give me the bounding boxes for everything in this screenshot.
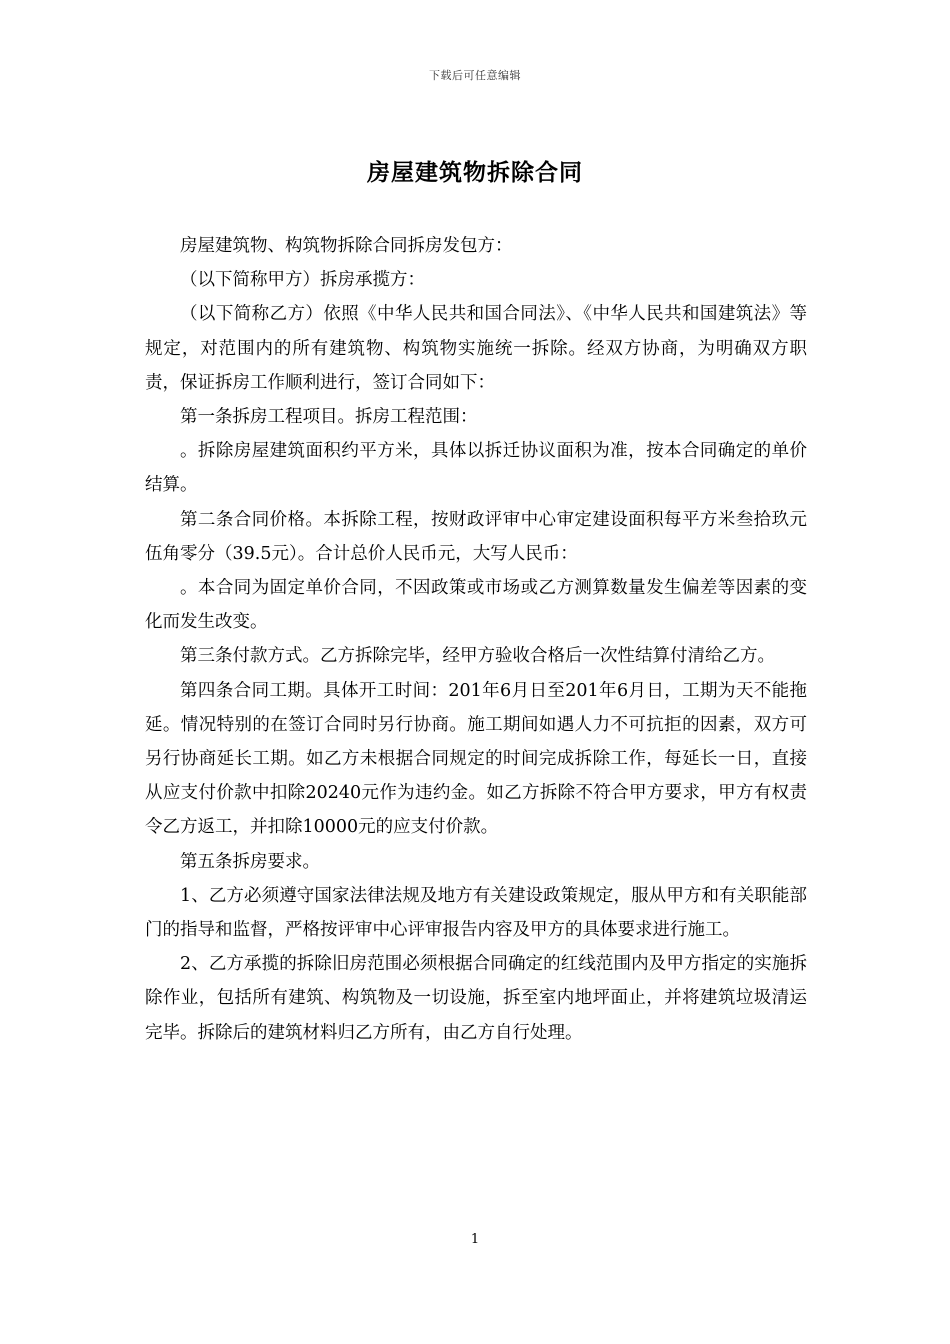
paragraph: 。本合同为固定单价合同，不因政策或市场或乙方测算数量发生偏差等因素的变化而发生改变。 [145, 578, 807, 633]
page-header-note: 下载后可任意编辑 [429, 69, 521, 82]
paragraph: （以下简称甲方）拆房承揽方： [180, 270, 425, 291]
document-body [145, 229, 807, 1050]
paragraph: 2、乙方承揽的拆除旧房范围必须根据合同确定的红线范围内及甲方指定的实施拆除作业，包括所有建筑、构筑物及一切设施，拆至室内地坪面止，并将建筑垃圾清运完毕。拆除后的建筑材料归乙方所有，由乙方自行处理。 [145, 954, 807, 1043]
page-number: 1 [470, 1232, 480, 1247]
paragraph: 第四条合同工期。具体开工时间：201年6月日至201年6月日，工期为天不能拖延。情况特别的在签订合同时另行协商。施工期间如遇人力不可抗拒的因素，双方可另行协商延长工期。如乙方未根据合同规定的时间完成拆除工作，每延长一日，直接从应支付价款中扣除20240元作为违约金。如乙方拆除不符合甲方要求，甲方有权责令乙方返工，并扣除10000元的应支付价款。 [145, 680, 807, 838]
paragraph: 第一条拆房工程项目。拆房工程范围： [180, 407, 478, 428]
paragraph: 房屋建筑物、构筑物拆除合同拆房发包方： [180, 236, 513, 256]
paragraph: 第五条拆房要求。 [180, 851, 320, 872]
paragraph: 第二条合同价格。本拆除工程，按财政评审中心审定建设面积每平方米叁拾玖元伍角零分（39.5元）。合计总价人民币元，大写人民币： [145, 509, 807, 564]
paragraph: 1、乙方必须遵守国家法律法规及地方有关建设政策规定，服从甲方和有关职能部门的指导和监督，严格按评审中心评审报告内容及甲方的具体要求进行施工。 [145, 885, 807, 941]
paragraph: （以下简称乙方）依照《中华人民共和国合同法》、《中华人民共和国建筑法》等规定，对范围内的所有建筑物、构筑物实施统一拆除。经双方协商，为明确双方职责，保证拆房工作顺利进行，签订合同如下： [145, 304, 807, 393]
document-title: 房屋建筑物拆除合同 [367, 159, 583, 186]
paragraph: 第三条付款方式。乙方拆除完毕，经甲方验收合格后一次性结算付清给乙方。 [180, 646, 775, 667]
paragraph: 。拆除房屋建筑面积约平方米，具体以拆迁协议面积为准，按本合同确定的单价结算。 [145, 441, 807, 496]
